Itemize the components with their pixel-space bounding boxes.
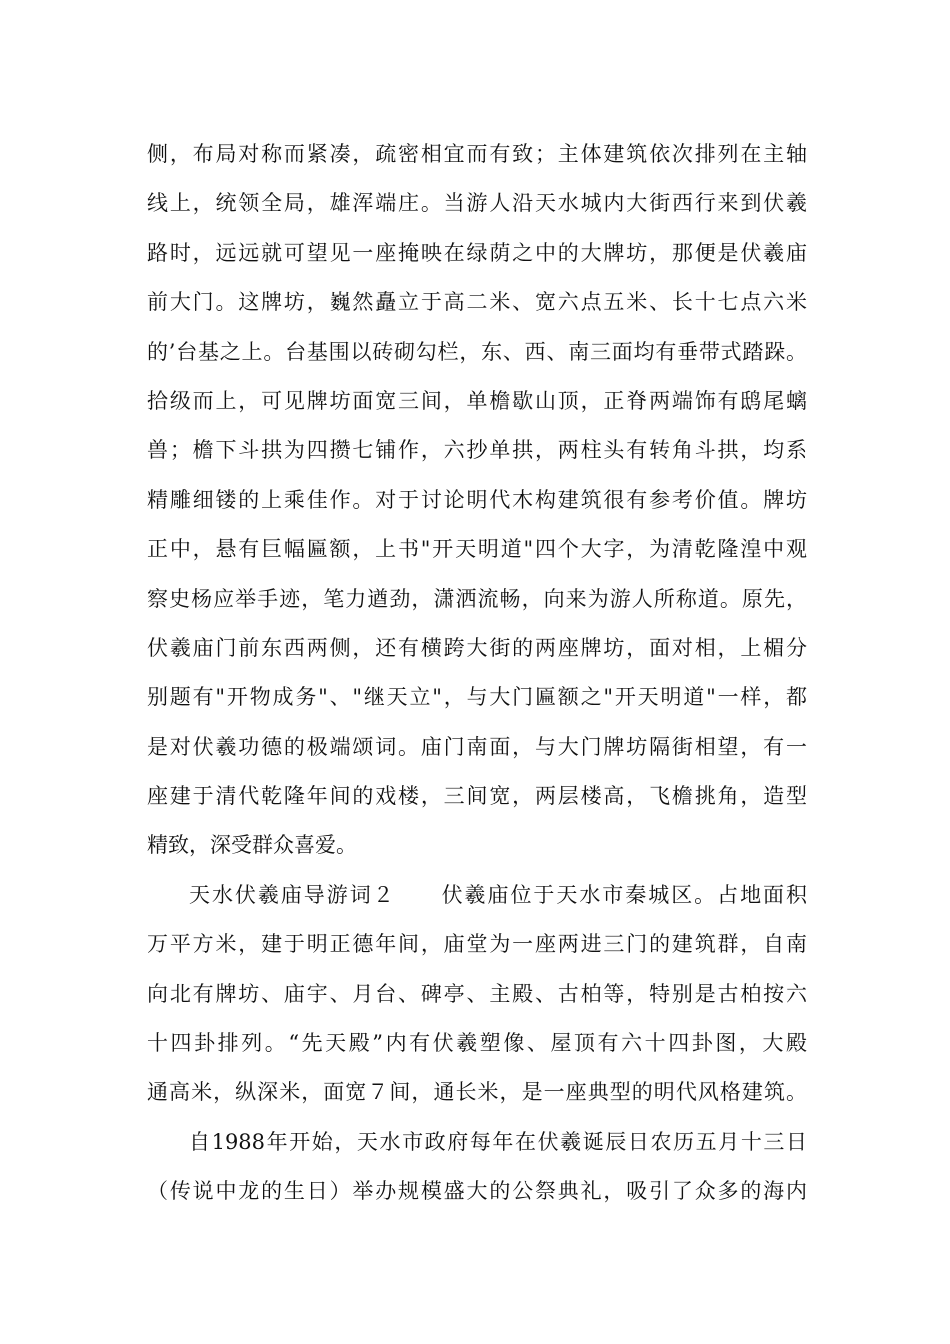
text-line: 察史杨应举手迹，笔力遒劲，潇洒流畅，向来为游人所称道。原先，	[147, 586, 807, 611]
text-line: 万平方米，建于明正德年间，庙堂为一座两进三门的建筑群，自南	[147, 932, 807, 957]
text-line: 的’台基之上。台基围以砖砌勾栏，东、西、南三面均有垂带式踏跺。	[147, 339, 807, 364]
body-text	[147, 130, 807, 1217]
text-line: 侧，布局对称而紧凑，疏密相宜而有致；主体建筑依次排列在主轴	[147, 142, 807, 166]
text-line: 座建于清代乾隆年间的戏楼，三间宽，两层楼高，飞檐挑角，造型	[147, 784, 807, 809]
text-line: 兽；檐下斗拱为四攒七铺作，六抄单拱，两柱头有转角斗拱，均系	[147, 438, 807, 463]
text-line: 精致，深受群众喜爱。	[147, 833, 357, 858]
text-line: 拾级而上，可见牌坊面宽三间，单檐歇山顶，正脊两端饰有鸱尾螭	[147, 388, 807, 413]
text-line: 伏羲庙门前东西两侧，还有横跨大街的两座牌坊，面对相，上楣分	[147, 635, 807, 660]
text-line: 是对伏羲功德的极端颂词。庙门南面，与大门牌坊隔街相望，有一	[147, 734, 807, 759]
text-line: 向北有牌坊、庙宇、月台、碑亭、主殿、古柏等，特别是古柏按六	[147, 981, 807, 1006]
text-line: 路时，远远就可望见一座掩映在绿荫之中的大牌坊，那便是伏羲庙	[147, 240, 807, 265]
text-line: 十四卦排列。“先天殿”内有伏羲塑像、屋顶有六十四卦图，大殿	[147, 1031, 807, 1056]
text-line: 线上，统领全局，雄浑端庄。当游人沿天水城内大街西行来到伏羲	[147, 191, 807, 216]
text-line: 自1988年开始，天水市政府每年在伏羲诞辰日农历五月十三日	[189, 1129, 807, 1154]
text-line: 别题有"开物成务"、"继天立"，与大门匾额之"开天明道"一样，都	[147, 685, 807, 710]
text-line: （传说中龙的生日）举办规模盛大的公祭典礼，吸引了众多的海内	[147, 1179, 807, 1204]
text-line: 前大门。这牌坊，巍然矗立于高二米、宽六点五米、长十七点六米	[147, 290, 807, 315]
text-line: 正中，悬有巨幅匾额，上书"开天明道"四个大字，为清乾隆湟中观	[147, 537, 807, 562]
text-line: 天水伏羲庙导游词２ 伏羲庙位于天水市秦城区。占地面积	[189, 882, 807, 907]
text-line: 通高米，纵深米，面宽７间，通长米，是一座典型的明代风格建筑。	[147, 1080, 807, 1105]
text-line: 精雕细镂的上乘佳作。对于讨论明代木构建筑很有参考价值。牌坊	[147, 487, 807, 512]
